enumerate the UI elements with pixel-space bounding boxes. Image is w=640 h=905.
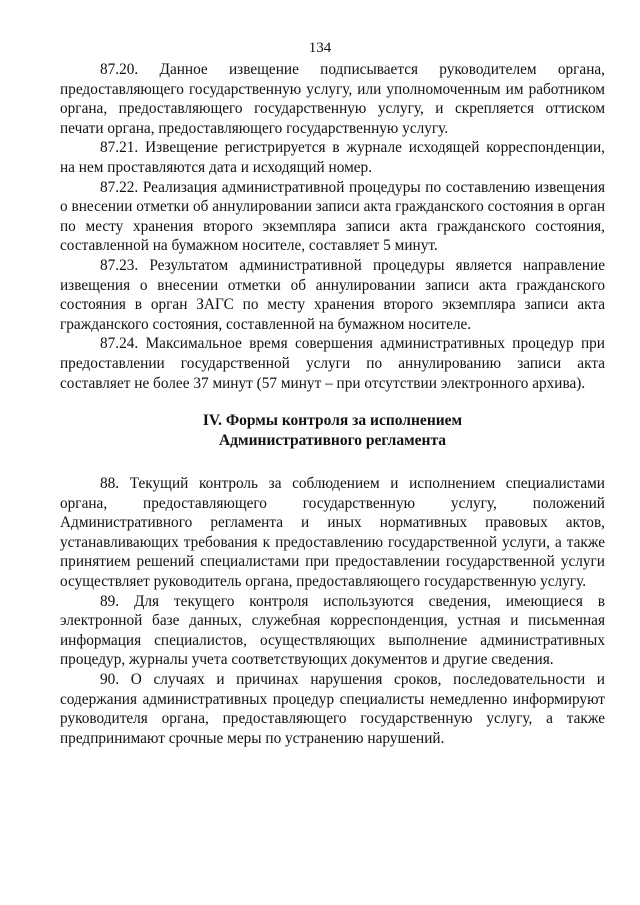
paragraph-87-22: 87.22. Реализация административной процедуры по составлению извещения о внесении отметки об аннулировании записи акта гражданского состояния в орган по месту хранения второго экземпляра записи акта гражданского состояния, составленной на бумажном носителе, составляет 5 минут. bbox=[60, 178, 605, 255]
paragraph-87-24: 87.24. Максимальное время совершения административных процедур при предоставлении государственной услуги по аннулированию записи акта составляет не более 37 минут (57 минут – при отсутствии электронного архива). bbox=[60, 335, 605, 392]
paragraph-87-21: 87.21. Извещение регистрируется в журнале исходящей корреспонденции, на нем проставляются дата и исходящий номер. bbox=[60, 139, 605, 176]
paragraph-87-20: 87.20. Данное извещение подписывается руководителем органа, предоставляющего государственную услугу, или уполномоченным им работником органа, предоставляющего государственную услугу, и скрепляется оттиском печати органа, предоставляющего государственную услугу. bbox=[60, 61, 605, 137]
page-number: 134 bbox=[308, 40, 332, 56]
section-heading-line-1: IV. Формы контроля за исполнением bbox=[202, 412, 463, 430]
document-body bbox=[60, 60, 605, 748]
paragraph-90: 90. О случаях и причинах нарушения сроков, последовательности и содержания административных процедур специалисты немедленно информируют руководителя органа, предоставляющего государственную услугу, а также предпринимают срочные меры по устранению нарушений. bbox=[60, 671, 605, 747]
section-heading-line-2: Административного регламента bbox=[218, 432, 447, 450]
paragraph-87-23: 87.23. Результатом административной процедуры является направление извещения о внесении отметки об аннулировании записи акта гражданского состояния в орган ЗАГС по месту хранения второго экземпляра записи акта гражданского состояния, составленной на бумажном носителе. bbox=[60, 256, 605, 333]
section-heading bbox=[60, 411, 605, 451]
paragraph-89: 89. Для текущего контроля используются сведения, имеющиеся в электронной базе данных, служебная корреспонденция, устная и письменная информация специалистов, осуществляющих выполнение административных процедур, журналы учета соответствующих документов и другие сведения. bbox=[60, 592, 605, 669]
paragraph-88: 88. Текущий контроль за соблюдением и исполнением специалистами органа, предоставляющего государственную услугу, положений Административного регламента и иных нормативных правовых актов, устанавливающих требования к предоставлению государственной услуги, а также принятием решений специалистами при предоставлении государственной услуги осуществляет руководитель органа, предоставляющего государственную услугу. bbox=[60, 475, 605, 591]
